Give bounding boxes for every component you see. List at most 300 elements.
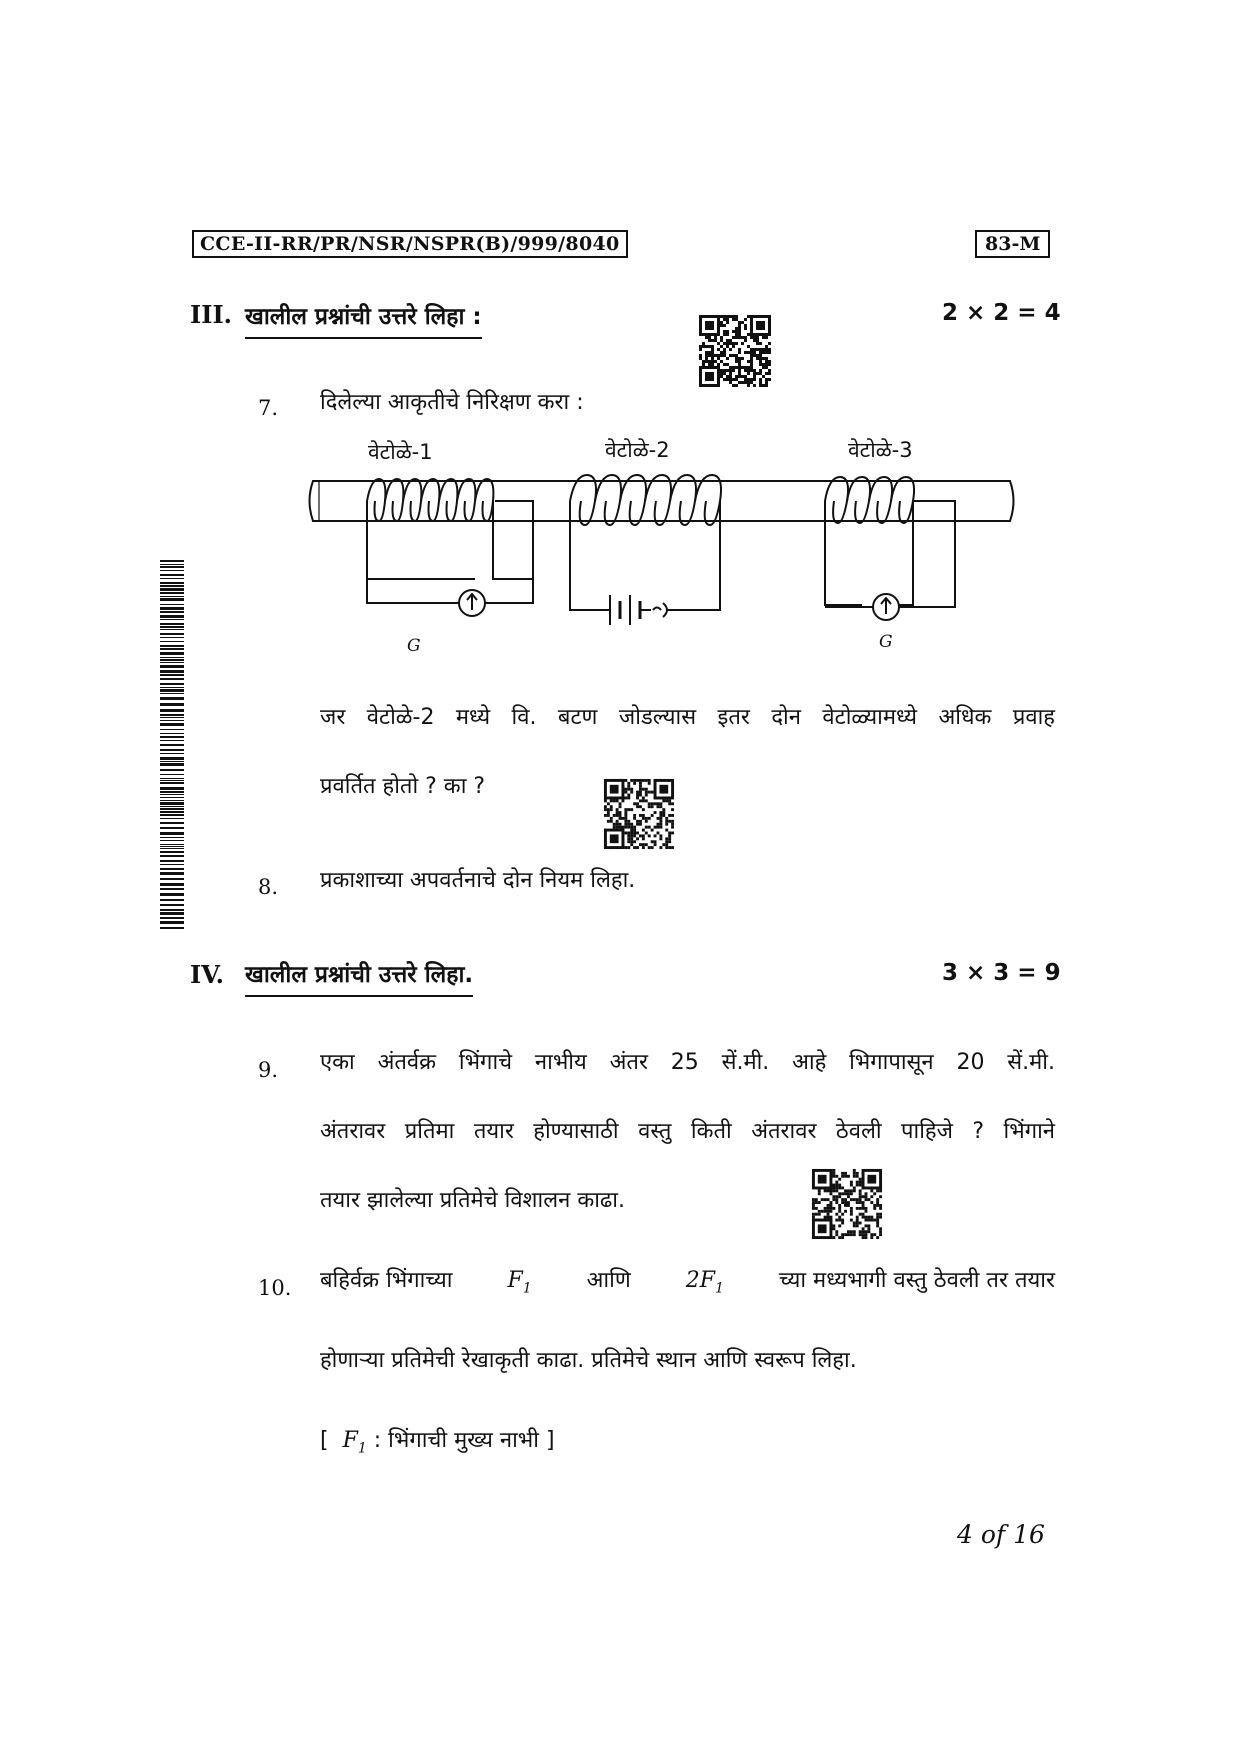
qr-module <box>870 1233 873 1236</box>
barcode-bar <box>160 780 184 781</box>
qr-module <box>636 837 639 840</box>
qr-module <box>876 1213 879 1216</box>
qr-module <box>642 796 645 799</box>
qr-module <box>818 1189 821 1192</box>
question-number: 7. <box>258 396 279 420</box>
barcode-bar <box>160 757 184 760</box>
qr-module <box>636 791 639 794</box>
barcode-bar <box>160 659 184 661</box>
barcode-bar <box>160 811 184 813</box>
qr-module <box>711 339 714 342</box>
qr-module <box>865 1198 868 1201</box>
qr-module <box>768 360 771 363</box>
qr-module <box>853 1169 856 1172</box>
qr-module <box>627 785 630 788</box>
qr-module <box>630 834 633 837</box>
qr-module <box>720 315 723 318</box>
qr-module <box>729 372 732 375</box>
coil-3 <box>825 477 955 605</box>
barcode-bar <box>160 592 184 594</box>
qr-module <box>723 378 726 381</box>
qr-module <box>832 1224 835 1227</box>
qr-module <box>838 1204 841 1207</box>
qr-module <box>753 339 756 342</box>
qr-module <box>744 369 747 372</box>
qr-module <box>859 1195 862 1198</box>
section-title: खालील प्रश्नांची उत्तरे लिहा : <box>245 299 482 339</box>
qr-module <box>699 354 702 357</box>
qr-module <box>720 324 723 327</box>
qr-module <box>705 357 708 360</box>
qr-module <box>870 1201 873 1204</box>
qr-module <box>747 366 750 369</box>
coil-diagram <box>295 435 1025 660</box>
qr-module <box>633 814 636 817</box>
qr-module <box>651 802 654 805</box>
note-line: [ $F_1$ : भिंगाची मुख्य नाभी ] <box>320 1428 555 1457</box>
qr-module <box>726 375 729 378</box>
barcode-bar <box>160 794 184 795</box>
qr-module <box>671 826 674 829</box>
qr-module <box>630 823 633 826</box>
qr-module <box>708 363 711 366</box>
qr-module <box>636 820 639 823</box>
section-number: IV. <box>190 960 225 989</box>
barcode-bar <box>160 720 184 721</box>
qr-module <box>616 814 619 817</box>
barcode-bar <box>160 860 184 862</box>
section-title: खालील प्रश्नांची उत्तरे लिहा. <box>245 957 473 997</box>
qr-module <box>627 808 630 811</box>
qr-module <box>711 357 714 360</box>
qr-module <box>853 1224 856 1227</box>
qr-module <box>818 1175 827 1184</box>
qr-module <box>827 1207 830 1210</box>
qr-module <box>627 837 630 840</box>
qr-module <box>847 1204 850 1207</box>
question-number: 10. <box>258 1276 292 1300</box>
qr-module <box>832 1184 835 1187</box>
qr-module <box>702 342 705 345</box>
qr-module <box>732 366 735 369</box>
qr-module <box>747 381 750 384</box>
qr-module <box>879 1227 882 1230</box>
qr-module <box>844 1198 847 1201</box>
qr-module <box>729 348 732 351</box>
barcode-bar <box>160 588 184 591</box>
qr-module <box>642 834 645 837</box>
qr-module <box>832 1207 835 1210</box>
qr-module <box>699 357 702 360</box>
qr-module <box>812 1207 815 1210</box>
qr-module <box>838 1192 841 1195</box>
qr-module <box>738 360 741 363</box>
qr-module <box>729 339 732 342</box>
qr-module <box>613 799 616 802</box>
qr-module <box>708 351 711 354</box>
qr-module <box>879 1233 882 1236</box>
qr-module <box>876 1189 879 1192</box>
qr-module <box>610 785 619 794</box>
qr-module <box>624 826 627 829</box>
qr-module <box>862 1201 865 1204</box>
qr-module <box>619 817 622 820</box>
qr-module <box>867 1216 870 1219</box>
qr-module <box>648 791 651 794</box>
qr-module <box>720 336 723 339</box>
qr-module <box>738 327 741 330</box>
qr-module <box>729 342 732 345</box>
qr-module <box>702 363 705 366</box>
barcode-bar <box>160 868 184 870</box>
barcode-bar <box>160 596 184 597</box>
barcode-bar <box>160 657 184 658</box>
qr-module <box>720 321 723 324</box>
qr-module <box>642 843 645 846</box>
qr-module <box>627 788 630 791</box>
focus-symbol: $F_1$ <box>342 1428 367 1457</box>
qr-module <box>838 1236 841 1239</box>
qr-module <box>844 1210 847 1213</box>
qr-module <box>642 829 645 832</box>
qr-module <box>717 354 720 357</box>
qr-module <box>765 372 768 375</box>
qr-module <box>750 366 753 369</box>
barcode-bar <box>160 763 184 766</box>
qr-module <box>668 834 671 837</box>
qr-module <box>765 381 768 384</box>
qr-module <box>735 318 738 321</box>
barcode-bar <box>160 626 184 628</box>
qr-module <box>859 1222 862 1225</box>
qr-module <box>729 315 732 318</box>
qr-module <box>630 826 633 829</box>
coil-1 <box>367 479 533 603</box>
qr-module <box>865 1195 868 1198</box>
qr-module <box>717 357 720 360</box>
qr-module <box>835 1195 838 1198</box>
qr-module <box>633 834 636 837</box>
qr-module <box>636 823 639 826</box>
qr-module <box>665 829 668 832</box>
qr-module <box>633 779 636 782</box>
qr-module <box>744 327 747 330</box>
qr-module <box>747 378 750 381</box>
qr-module <box>662 808 665 811</box>
qr-module <box>844 1201 847 1204</box>
qr-module <box>827 1189 830 1192</box>
qr-module <box>879 1213 882 1216</box>
barcode-bar <box>160 921 184 924</box>
section-marks: 3 × 3 = 9 <box>942 960 1061 986</box>
qr-module <box>662 799 665 802</box>
qr-module <box>876 1222 879 1225</box>
qr-module <box>671 802 674 805</box>
qr-module <box>759 384 762 387</box>
qr-module <box>853 1189 856 1192</box>
qr-module <box>859 1184 862 1187</box>
qr-module <box>651 791 654 794</box>
qr-module <box>841 1186 844 1189</box>
qr-module <box>765 363 768 366</box>
qr-module <box>835 1184 838 1187</box>
qr-module <box>756 357 759 360</box>
qr-module <box>765 357 768 360</box>
qr-module <box>714 354 717 357</box>
qr-module <box>844 1175 847 1178</box>
qr-module <box>720 351 723 354</box>
qr-module <box>747 369 750 372</box>
qr-module <box>815 1213 818 1216</box>
qr-module <box>659 785 668 794</box>
qr-module <box>765 345 768 348</box>
qr-module <box>844 1233 847 1236</box>
qr-module <box>665 840 668 843</box>
qr-module <box>624 811 627 814</box>
qr-module <box>747 345 750 348</box>
qr-module <box>624 808 627 811</box>
barcode-bar <box>160 687 184 688</box>
qr-module <box>735 330 738 333</box>
qr-module <box>619 814 622 817</box>
qr-module <box>750 351 753 354</box>
qr-module <box>705 360 708 363</box>
qr-module <box>726 369 729 372</box>
qr-module <box>659 805 662 808</box>
qr-module <box>723 354 726 357</box>
barcode-bar <box>160 912 184 915</box>
qr-module <box>862 1216 865 1219</box>
barcode-bar <box>160 652 184 655</box>
barcode-bar <box>160 736 184 738</box>
qr-module <box>619 802 622 805</box>
qr-module <box>604 808 607 811</box>
qr-module <box>879 1216 882 1219</box>
qr-module <box>720 345 723 348</box>
qr-module <box>865 1219 868 1222</box>
qr-module <box>657 832 660 835</box>
barcode-bar <box>160 670 184 673</box>
qr-module <box>765 348 768 351</box>
barcode-bar <box>160 709 184 712</box>
qr-module <box>759 348 762 351</box>
qr-module <box>723 351 726 354</box>
qr-module <box>853 1222 856 1225</box>
qr-module <box>657 817 660 820</box>
qr-module <box>867 1227 870 1230</box>
qr-module <box>867 1219 870 1222</box>
barcode-bar <box>160 629 184 630</box>
barcode-bar <box>160 844 184 845</box>
qr-module <box>616 811 619 814</box>
qr-module <box>821 1210 824 1213</box>
barcode-bar <box>160 778 184 779</box>
focus-symbol: $F_1$ <box>507 1268 532 1297</box>
qr-module <box>705 345 708 348</box>
qr-module <box>723 315 726 318</box>
qr-module <box>657 805 660 808</box>
qr-module <box>711 351 714 354</box>
barcode-bar <box>160 703 184 706</box>
qr-module <box>723 348 726 351</box>
qr-module <box>862 1207 865 1210</box>
qr-module <box>642 837 645 840</box>
qr-module <box>765 351 768 354</box>
qr-module <box>856 1198 859 1201</box>
question-text: प्रकाशाच्या अपवर्तनाचे दोन नियम लिहा. <box>320 868 636 893</box>
qr-module <box>627 796 630 799</box>
qr-module <box>867 1198 870 1201</box>
qr-module <box>879 1230 882 1233</box>
qr-module <box>726 342 729 345</box>
question-text: जर वेटोळे-2 मध्ये वि. बटण जोडल्यास इतर दोन वेटोळ्यामध्ये अधिक प्रवाह <box>320 705 1055 730</box>
qr-module <box>627 846 630 849</box>
qr-module <box>738 357 741 360</box>
qr-module <box>665 843 668 846</box>
barcode-bar <box>160 917 184 919</box>
barcode-bar <box>160 585 184 587</box>
qr-module <box>619 811 622 814</box>
qr-module <box>759 342 762 345</box>
qr-module <box>665 846 668 849</box>
qr-module <box>642 814 645 817</box>
barcode-bar <box>160 574 184 576</box>
qr-module <box>821 1198 824 1201</box>
qr-module <box>838 1207 841 1210</box>
qr-module <box>708 345 711 348</box>
barcode-bar <box>160 749 184 751</box>
qr-module <box>738 351 741 354</box>
coil-2-label: वेटोळे-2 <box>605 438 670 462</box>
qr-module <box>732 345 735 348</box>
qr-module <box>633 826 636 829</box>
qr-module <box>636 794 639 797</box>
qr-module <box>633 846 636 849</box>
qr-module <box>876 1236 879 1239</box>
qr-module <box>827 1210 830 1213</box>
qr-module <box>624 779 627 782</box>
barcode-bar <box>160 665 184 668</box>
qr-module <box>726 357 729 360</box>
qr-module <box>756 336 759 339</box>
qr-module <box>829 1201 832 1204</box>
barcode-bar <box>160 689 184 692</box>
question-text: च्या मध्यभागी वस्तु ठेवली तर तयार <box>778 1268 1055 1293</box>
barcode-bar <box>160 806 184 807</box>
qr-module <box>841 1236 844 1239</box>
qr-module <box>859 1230 862 1233</box>
qr-module <box>732 384 735 387</box>
qr-module <box>732 369 735 372</box>
qr-module <box>732 342 735 345</box>
qr-module <box>759 369 762 372</box>
qr-module <box>630 788 633 791</box>
qr-module <box>729 369 732 372</box>
qr-module <box>853 1198 856 1201</box>
qr-module <box>616 799 619 802</box>
qr-module <box>630 808 633 811</box>
qr-module <box>824 1189 827 1192</box>
qr-module <box>873 1192 876 1195</box>
qr-module <box>729 366 732 369</box>
qr-module <box>648 782 651 785</box>
qr-module <box>741 336 744 339</box>
qr-module <box>832 1175 835 1178</box>
barcode-bar <box>160 909 184 911</box>
qr-module <box>702 360 705 363</box>
qr-module <box>738 372 741 375</box>
qr-module <box>859 1201 862 1204</box>
qr-module <box>711 360 714 363</box>
qr-module <box>648 826 651 829</box>
qr-module <box>735 354 738 357</box>
qr-module <box>627 823 630 826</box>
qr-module <box>744 381 747 384</box>
barcode-bar <box>160 864 184 865</box>
qr-module <box>726 318 729 321</box>
qr-module <box>636 796 639 799</box>
qr-module <box>659 846 662 849</box>
qr-module <box>738 321 741 324</box>
qr-module <box>639 779 642 782</box>
qr-module <box>735 375 738 378</box>
qr-module <box>627 782 630 785</box>
barcode-bar <box>160 840 184 841</box>
qr-module <box>768 372 771 375</box>
qr-module <box>699 348 702 351</box>
qr-module <box>671 814 674 817</box>
qr-module <box>723 318 726 321</box>
qr-module <box>610 799 613 802</box>
qr-module <box>832 1169 835 1172</box>
qr-module <box>726 315 729 318</box>
qr-module <box>870 1195 873 1198</box>
barcode-bar <box>160 814 184 816</box>
qr-module <box>735 327 738 330</box>
qr-module <box>818 1224 827 1233</box>
section-number: III. <box>190 300 233 329</box>
qr-module <box>630 791 633 794</box>
qr-module <box>668 840 671 843</box>
qr-module <box>708 339 711 342</box>
qr-module <box>659 802 662 805</box>
qr-module <box>610 808 613 811</box>
qr-module <box>753 336 756 339</box>
barcode-bar <box>160 645 184 647</box>
qr-module <box>753 372 756 375</box>
qr-module <box>765 366 768 369</box>
question-text: दिलेल्या आकृतीचे निरिक्षण करा : <box>320 390 584 415</box>
qr-module <box>639 814 642 817</box>
barcode-bar <box>160 800 184 801</box>
qr-module <box>832 1198 835 1201</box>
qr-module <box>844 1204 847 1207</box>
galvanometer-label: G <box>879 632 893 652</box>
qr-module <box>753 354 756 357</box>
qr-module <box>668 799 671 802</box>
qr-module <box>610 820 613 823</box>
qr-module <box>723 330 726 333</box>
qr-module <box>720 372 723 375</box>
qr-module <box>850 1233 853 1236</box>
qr-module <box>759 351 762 354</box>
qr-module <box>738 366 741 369</box>
qr-module <box>744 378 747 381</box>
galvanometer-label: G <box>407 636 421 656</box>
barcode-bar <box>160 744 184 746</box>
qr-module <box>648 834 651 837</box>
qr-module <box>762 375 765 378</box>
